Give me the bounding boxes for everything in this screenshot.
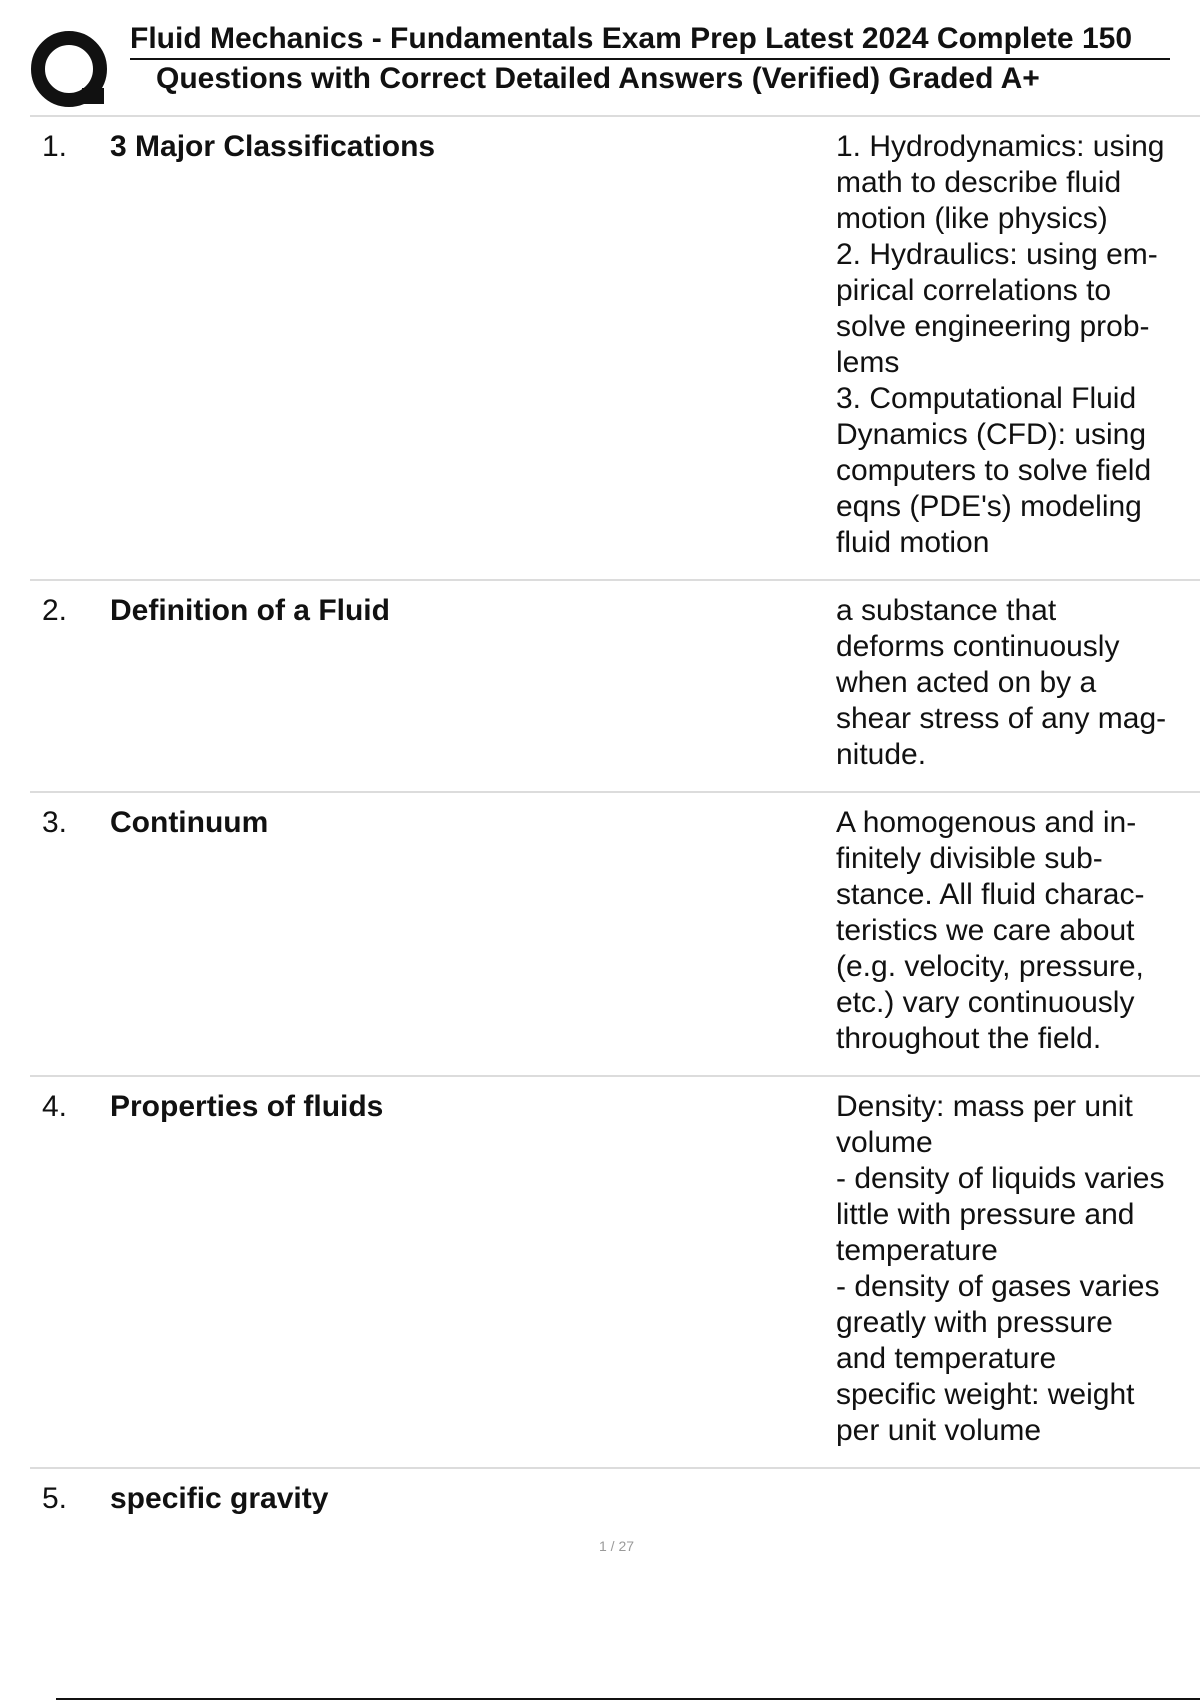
card-definition: 1. Hydrodynamics: using math to describe fluid motion (like physics) 2. Hydraulics: using em- pirical correlations to solve engineering prob- lems 3. Computational Fluid Dynamics (CFD): using computers to solve field eqns (PDE's) modeling fluid motion <box>836 130 1165 559</box>
card-term: Properties of fluids <box>110 1090 384 1123</box>
document-title-line-2: Questions with Correct Detailed Answers (Verified) Graded A+ <box>156 62 1040 95</box>
page-number: 1 / 27 <box>598 1538 635 1554</box>
flashcard-row <box>30 1077 1200 1469</box>
flashcard-row <box>30 793 1200 1077</box>
document-header <box>30 18 1200 118</box>
flashcard-list <box>30 115 1200 1535</box>
card-number: 5. <box>42 1482 68 1515</box>
card-term: 3 Major Classifications <box>110 130 436 163</box>
flashcard-row <box>30 581 1200 793</box>
card-number: 3. <box>42 806 68 839</box>
card-term: Definition of a Fluid <box>110 594 390 627</box>
card-definition: Density: mass per unit volume - density of liquids varies little with pressure and temperature - density of gases varies greatly with pressure and temperature specific weight: weight per unit volume <box>836 1090 1165 1447</box>
card-number: 2. <box>42 594 68 627</box>
flashcard-row <box>30 117 1200 581</box>
document-title-line-1: Fluid Mechanics - Fundamentals Exam Prep Latest 2024 Complete 150 <box>130 20 1170 60</box>
q-logo-icon <box>30 30 112 112</box>
card-definition: a substance that deforms continuously when acted on by a shear stress of any mag- nitude. <box>836 594 1167 771</box>
card-definition: A homogenous and in- finitely divisible sub- stance. All fluid charac- teristics we care about (e.g. velocity, pressure, etc.) vary continuously throughout the field. <box>836 806 1145 1055</box>
card-term: specific gravity <box>110 1482 329 1515</box>
card-term: Continuum <box>110 806 269 839</box>
flashcard-row <box>30 1469 1200 1535</box>
card-number: 4. <box>42 1090 68 1123</box>
card-number: 1. <box>42 130 68 163</box>
